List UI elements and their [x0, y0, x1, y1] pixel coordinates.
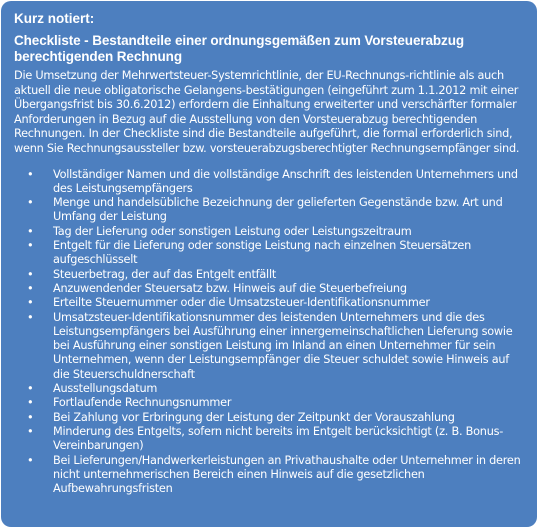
- bullet-icon: •: [27, 281, 34, 295]
- list-item: [14, 225, 527, 239]
- list-item-text: Tag der Lieferung oder sonstigen Leistung oder Leistungszeitraum: [53, 224, 412, 238]
- box-intro-paragraph: Die Umsetzung der Mehrwertsteuer-Systemrichtlinie, der EU-Rechnungs-richtlinie als auch aktuell die neue obligatorische Gelangens-bestätigungen (eingeführt zum 1.1.2012 mit einer Übergangsfrist bis 30.6.2012) erfordern die Einhaltung erweiterter und verschärfter formaler Anforderungen in Bezug auf die Ausstellung von den Vorsteuerabzug berechtigenden Rechnungen. In der Checkliste sind die Bestandteile aufgeführt, die formal erforderlich sind, wenn Sie Rechnungsaussteller bzw. vorsteuerabzugsberechtigter Rechnungsempfänger sind.: [14, 69, 520, 155]
- list-item-text: Umsatzsteuer-Identifikationsnummer des leistenden Unternehmers und die des Leistungsempfängers bei Ausführung einer innergemeinschaftlichen Lieferung sowie bei Ausführung einer sonstigen Leistung im Inland an einen Unternehmer für sein Unternehmen, wenn der Leistungsempfänger die Steuer schuldet sowie Hinweis auf die Steuerschuldnerschaft: [53, 310, 513, 381]
- box-title: Checkliste - Bestandteile einer ordnungsgemäßen zum Vorsteuerabzug berechtigenden Rechnung: [14, 33, 465, 64]
- list-item: [14, 268, 527, 282]
- list-item-text: Menge und handelsübliche Bezeichnung der gelieferten Gegenstände bzw. Art und Umfang der Leistung: [53, 196, 503, 224]
- list-item-text: Steuerbetrag, der auf das Entgelt entfällt: [53, 267, 277, 281]
- bullet-icon: •: [27, 267, 34, 281]
- list-item-text: Entgelt für die Lieferung oder sonstige Leistung nach einzelnen Steuersätzen aufgeschlüsselt: [53, 239, 471, 267]
- list-item: [14, 196, 527, 225]
- box-kicker: Kurz notiert:: [14, 11, 95, 26]
- list-item-text: Fortlaufende Rechnungsnummer: [53, 396, 232, 410]
- bullet-icon: •: [27, 196, 34, 210]
- bullet-icon: •: [27, 167, 34, 181]
- list-item: [14, 168, 527, 197]
- list-item: [14, 282, 527, 296]
- list-item-text: Erteilte Steuernummer oder die Umsatzsteuer-Identifikationsnummer: [53, 296, 430, 310]
- bullet-icon: •: [27, 296, 34, 310]
- bullet-icon: •: [27, 382, 34, 396]
- list-item: [14, 311, 527, 382]
- list-item-text: Anzuwendender Steuersatz bzw. Hinweis auf die Steuerbefreiung: [53, 281, 407, 295]
- bullet-icon: •: [27, 410, 34, 424]
- list-item: [14, 411, 527, 425]
- list-item-text: Minderung des Entgelts, sofern nicht bereits im Entgelt berücksichtigt (z. B. Bonus-Vereinbarungen): [53, 424, 504, 453]
- info-box: [1, 1, 537, 527]
- bullet-icon: •: [27, 396, 34, 410]
- list-item: [14, 396, 527, 410]
- list-item: [14, 239, 527, 268]
- list-item: [14, 454, 527, 497]
- bullet-icon: •: [27, 239, 34, 253]
- checklist: [14, 168, 527, 497]
- bullet-icon: •: [27, 453, 34, 467]
- list-item-text: Bei Zahlung vor Erbringung der Leistung der Zeitpunkt der Vorauszahlung: [53, 410, 455, 424]
- list-item: [14, 296, 527, 310]
- bullet-icon: •: [27, 224, 34, 238]
- list-item: [14, 382, 527, 396]
- bullet-icon: •: [27, 310, 34, 324]
- list-item-text: Vollständiger Namen und die vollständige Anschrift des leistenden Unternehmers und des Leistungsempfängers: [53, 167, 518, 195]
- bullet-icon: •: [27, 424, 34, 438]
- list-item-text: Bei Lieferungen/Handwerkerleistungen an Privathaushalte oder Unternehmer in deren nicht unternehmerischen Bereich einen Hinweis auf die gesetzlichen Aufbewahrungsfristen: [53, 453, 521, 496]
- list-item: [14, 425, 527, 454]
- list-item-text: Ausstellungsdatum: [53, 382, 158, 396]
